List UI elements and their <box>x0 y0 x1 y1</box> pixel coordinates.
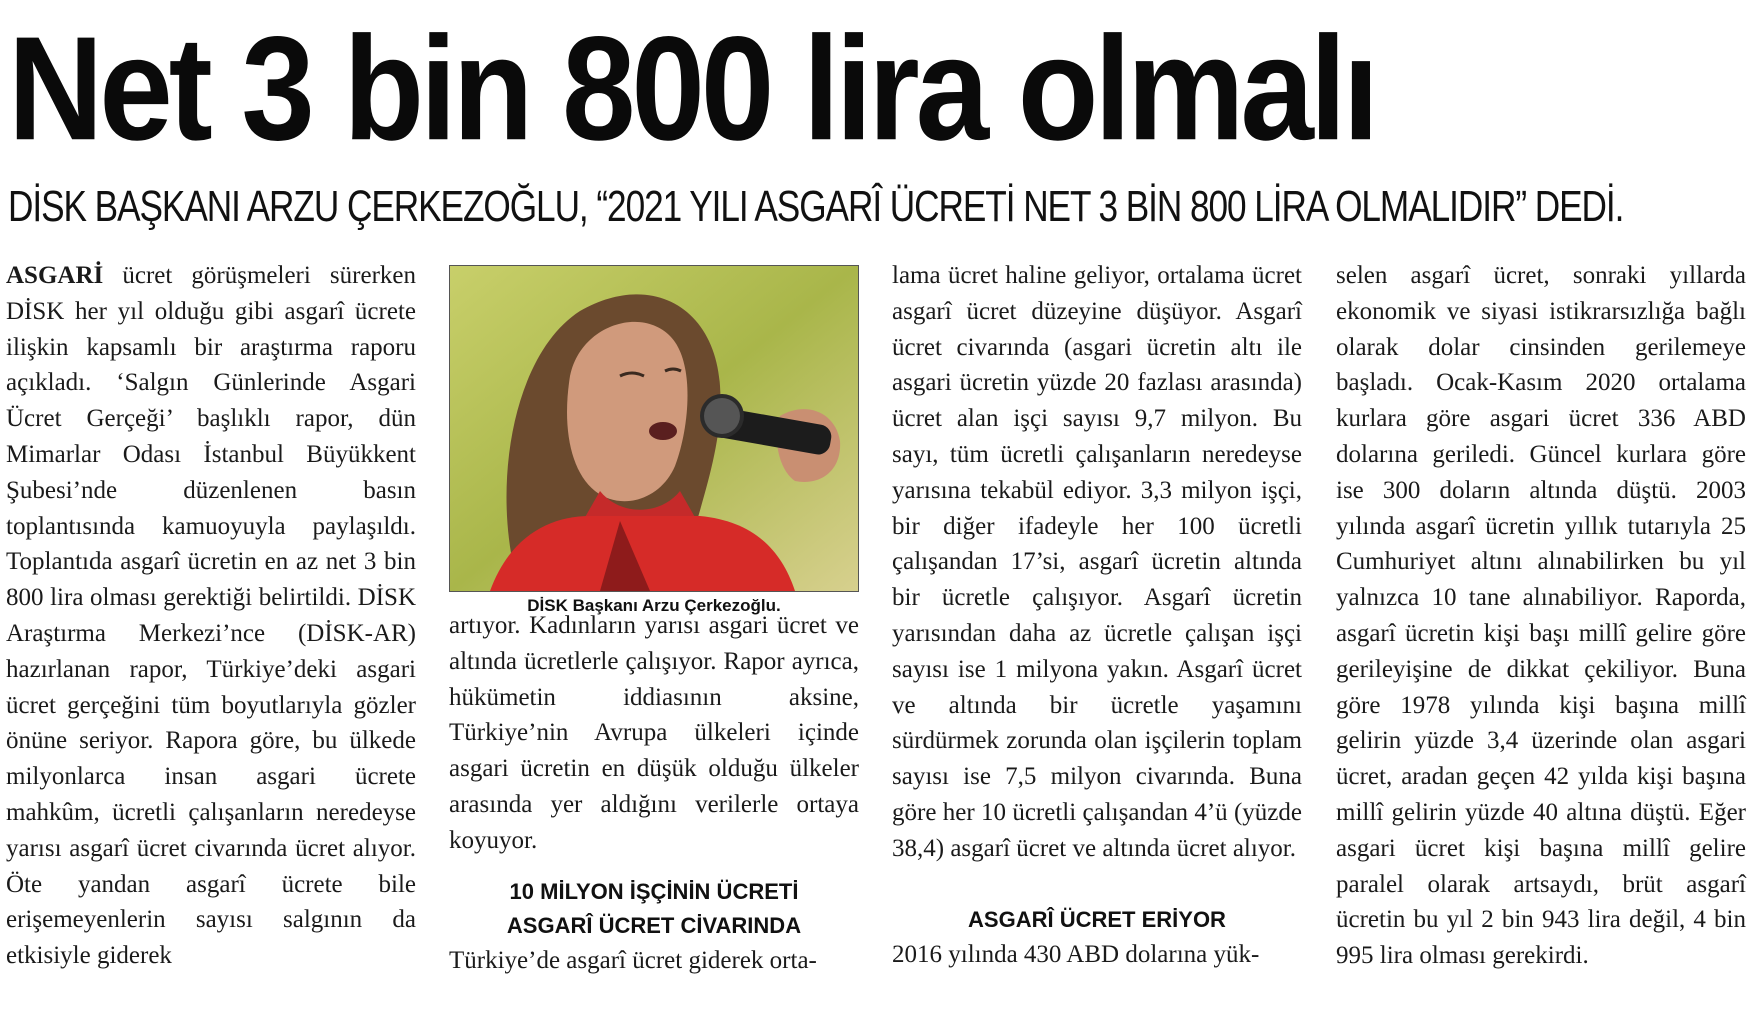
column-4-text: selen asgarî ücret, sonraki yıllarda ekonomik ve siyasi istikrarsızlığa bağlı olarak dolar cinsinden gerilemeye başladı. Ocak-Kasım 2020 ortalama kurlara göre asgari ücret 336 ABD dolarına geriledi. Güncel kurlara göre ise 300 doların altında düştü. 2003 yılında asgarî ücretin yıllık tutarıyla 25 Cumhuriyet altını alınabilirken bu yıl yalnızca 10 tane alınabiliyor. Raporda, asgarî ücretin kişi başı millî gelire göre gerileyişine de dikkat çekiliyor. Buna göre 1978 yılında kişi başına millî gelirin yüzde 3,4 üzerinde olan asgari ücret, aradan geçen 42 yılda kişi başına millî gelirin yüzde 40 altına düştü. Eğer asgari ücret kişi başına millî gelire paralel olarak artsaydı, brüt asgarî ücretin bu yıl 2 bin 943 lira değil, 4 bin 995 lira olması gerekirdi. <box>1336 262 1746 970</box>
column-3-text: lama ücret haline geliyor, ortalama ücret asgarî ücret düzeyine düşüyor. Asgarî ücret civarında (asgari ücretin altı ile asgari ücretin yüzde 20 fazlası arasında) ücret alan işçi sayısı 9,7 milyon. Bu sayı, tüm ücretli çalışanların neredeyse yarısına tekabül ediyor. 3,3 milyon işçi, bir diğer ifadeyle her 100 ücretli çalışandan 17’si, asgarî ücretin altında bir ücretle çalışıyor. Asgarî ücretin yarısından daha az ücretle çalışan işçi sayısı ise 1 milyona yakın. Asgarî ücret ve altında bir ücretle yaşamını sürdürmek zorunda olan işçilerin toplam sayısı ise 7,5 milyon civarında. Buna göre her 10 ücretli çalışandan 4’ü (yüzde 38,4) asgarî ücret ve altında ücret alıyor. <box>892 262 1302 862</box>
portrait-illustration <box>450 266 858 591</box>
section-subtitle-2: ASGARÎ ÜCRET ERİYOR <box>968 906 1226 932</box>
article-column-2 <box>449 608 859 1018</box>
column-2-text-b: Türkiye’de asgarî ücret giderek orta- <box>449 946 817 974</box>
subheadline: DİSK BAŞKANI ARZU ÇERKEZOĞLU, “2021 YILI ASGARÎ ÜCRETİ NET 3 BİN 800 LİRA OLMALIDIR” DEDİ. <box>8 183 1624 231</box>
section-subtitle-1 <box>449 875 859 943</box>
photo-caption: DİSK Başkanı Arzu Çerkezoğlu. <box>527 596 781 615</box>
column-3-text-b: 2016 yılında 430 ABD dolarına yük- <box>892 940 1260 968</box>
portrait-photo <box>449 265 859 592</box>
column-1-text: ücret görüşmeleri sürerken DİSK her yıl olduğu gibi asgarî ücrete ilişkin kapsamlı bir araştırma raporu açıkladı. ‘Salgın Günlerinde Asgari Ücret Gerçeği’ başlıklı rapor, dün Mimarlar Odası İstanbul Büyükkent Şubesi’nde düzenlenen basın toplantısında kamuoyuyla paylaşıldı. Toplantıda asgarî ücretin en az net 3 bin 800 lira olması gerektiği belirtildi. DİSK Araştırma Merkezi’nce (DİSK-AR) hazırlanan rapor, Türkiye’deki asgari ücret gerçeğini tüm boyutlarıyla gözler önüne seriyor. Rapora göre, bu ülkede milyonlarca insan asgari ücrete mahkûm, ücretli çalışanların neredeyse yarısı asgarî ücret civarında ücret alıyor. Öte yandan asgarî ücrete bile erişemeyenlerin sayısı salgının da etkisiyle giderek <box>6 262 416 970</box>
article-column-4 <box>1336 258 1746 1018</box>
lead-word: ASGARİ <box>6 262 104 289</box>
article-column-3 <box>892 258 1302 1018</box>
headline: Net 3 bin 800 lira olmalı <box>8 6 1376 171</box>
column-2-text: artıyor. Kadınların yarısı asgari ücret ve altında ücretlerle çalışıyor. Rapor ayrıca, hükümetin iddiasının aksine, Türkiye’nin Avrupa ülkeleri içinde asgari ücretin en düşük olduğu ülkeler arasında yer aldığını verilerle ortaya koyuyor. <box>449 612 859 854</box>
article-column-1 <box>6 258 416 1018</box>
subtitle-1-line-2: ASGARÎ ÜCRET CİVARINDA <box>506 912 802 938</box>
subtitle-1-line-1: 10 MİLYON İŞÇİNİN ÜCRETİ <box>509 878 799 904</box>
